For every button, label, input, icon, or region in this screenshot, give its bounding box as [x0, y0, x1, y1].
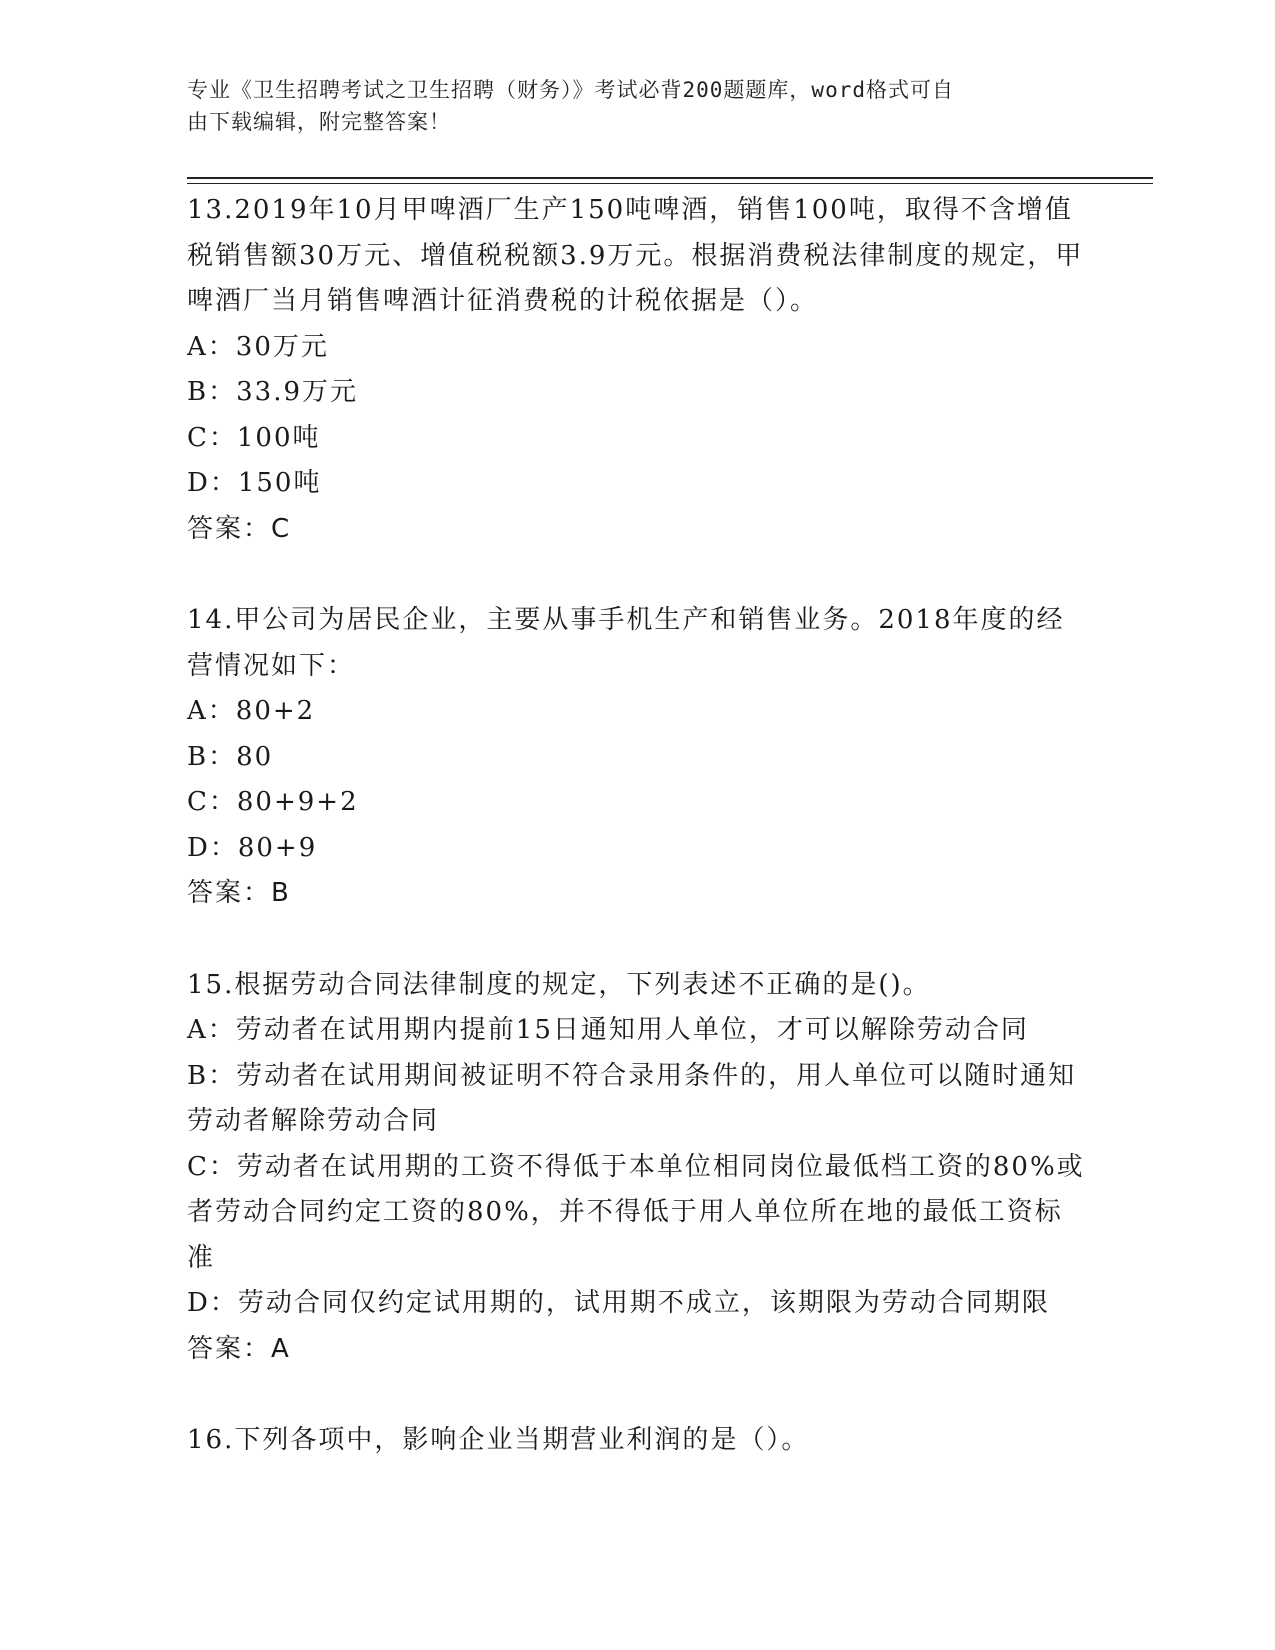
option-d: D：劳动合同仅约定试用期的，试用期不成立，该期限为劳动合同期限 [187, 1288, 1050, 1318]
question-list [187, 188, 1087, 1510]
question-text: 16.下列各项中，影响企业当期营业利润的是（）。 [187, 1425, 810, 1455]
question-text: 15.根据劳动合同法律制度的规定，下列表述不正确的是()。 [187, 969, 931, 1000]
option-c: C：80+9+2 [187, 787, 359, 817]
header-line: 专业《卫生招聘考试之卫生招聘（财务）》考试必背200题题库，word格式可自 [187, 78, 954, 102]
option-c: C：100吨 [187, 422, 321, 453]
question-text: 14.甲公司为居民企业，主要从事手机生产和销售业务。2018年度的经营情况如下： [187, 605, 1065, 681]
question-15 [187, 963, 1087, 1373]
header-divider [187, 183, 1153, 184]
question-13 [187, 188, 1087, 552]
answer-text: 答案：C [187, 513, 292, 544]
option-b: B：80 [187, 741, 274, 772]
option-b: B：劳动者在试用期间被证明不符合录用条件的，用人单位可以随时通知劳动者解除劳动合同 [187, 1060, 1077, 1136]
document-header [187, 74, 1067, 138]
option-d: D：80+9 [187, 832, 318, 863]
option-b: B：33.9万元 [187, 377, 358, 407]
option-d: D：150吨 [187, 468, 322, 498]
header-line: 由下载编辑，附完整答案！ [187, 110, 451, 134]
option-a: A：30万元 [187, 331, 329, 362]
answer-text: 答案：B [187, 878, 291, 908]
option-a: A：80+2 [187, 696, 316, 726]
question-14 [187, 598, 1087, 917]
question-text: 13.2019年10月甲啤酒厂生产150吨啤酒，销售100吨，取得不含增值税销售额30万元、增值税税额3.9万元。根据消费税法律制度的规定，甲啤酒厂当月销售啤酒计征消费税的计税依据是（）。 [187, 195, 1084, 316]
question-16 [187, 1418, 1087, 1464]
header-divider [187, 177, 1153, 179]
option-c: C：劳动者在试用期的工资不得低于本单位相同岗位最低档工资的80%或者劳动合同约定工资的80%，并不得低于用人单位所在地的最低工资标准 [187, 1151, 1085, 1273]
answer-text: 答案：A [187, 1333, 291, 1364]
option-a: A：劳动者在试用期内提前15日通知用人单位，才可以解除劳动合同 [187, 1015, 1029, 1045]
